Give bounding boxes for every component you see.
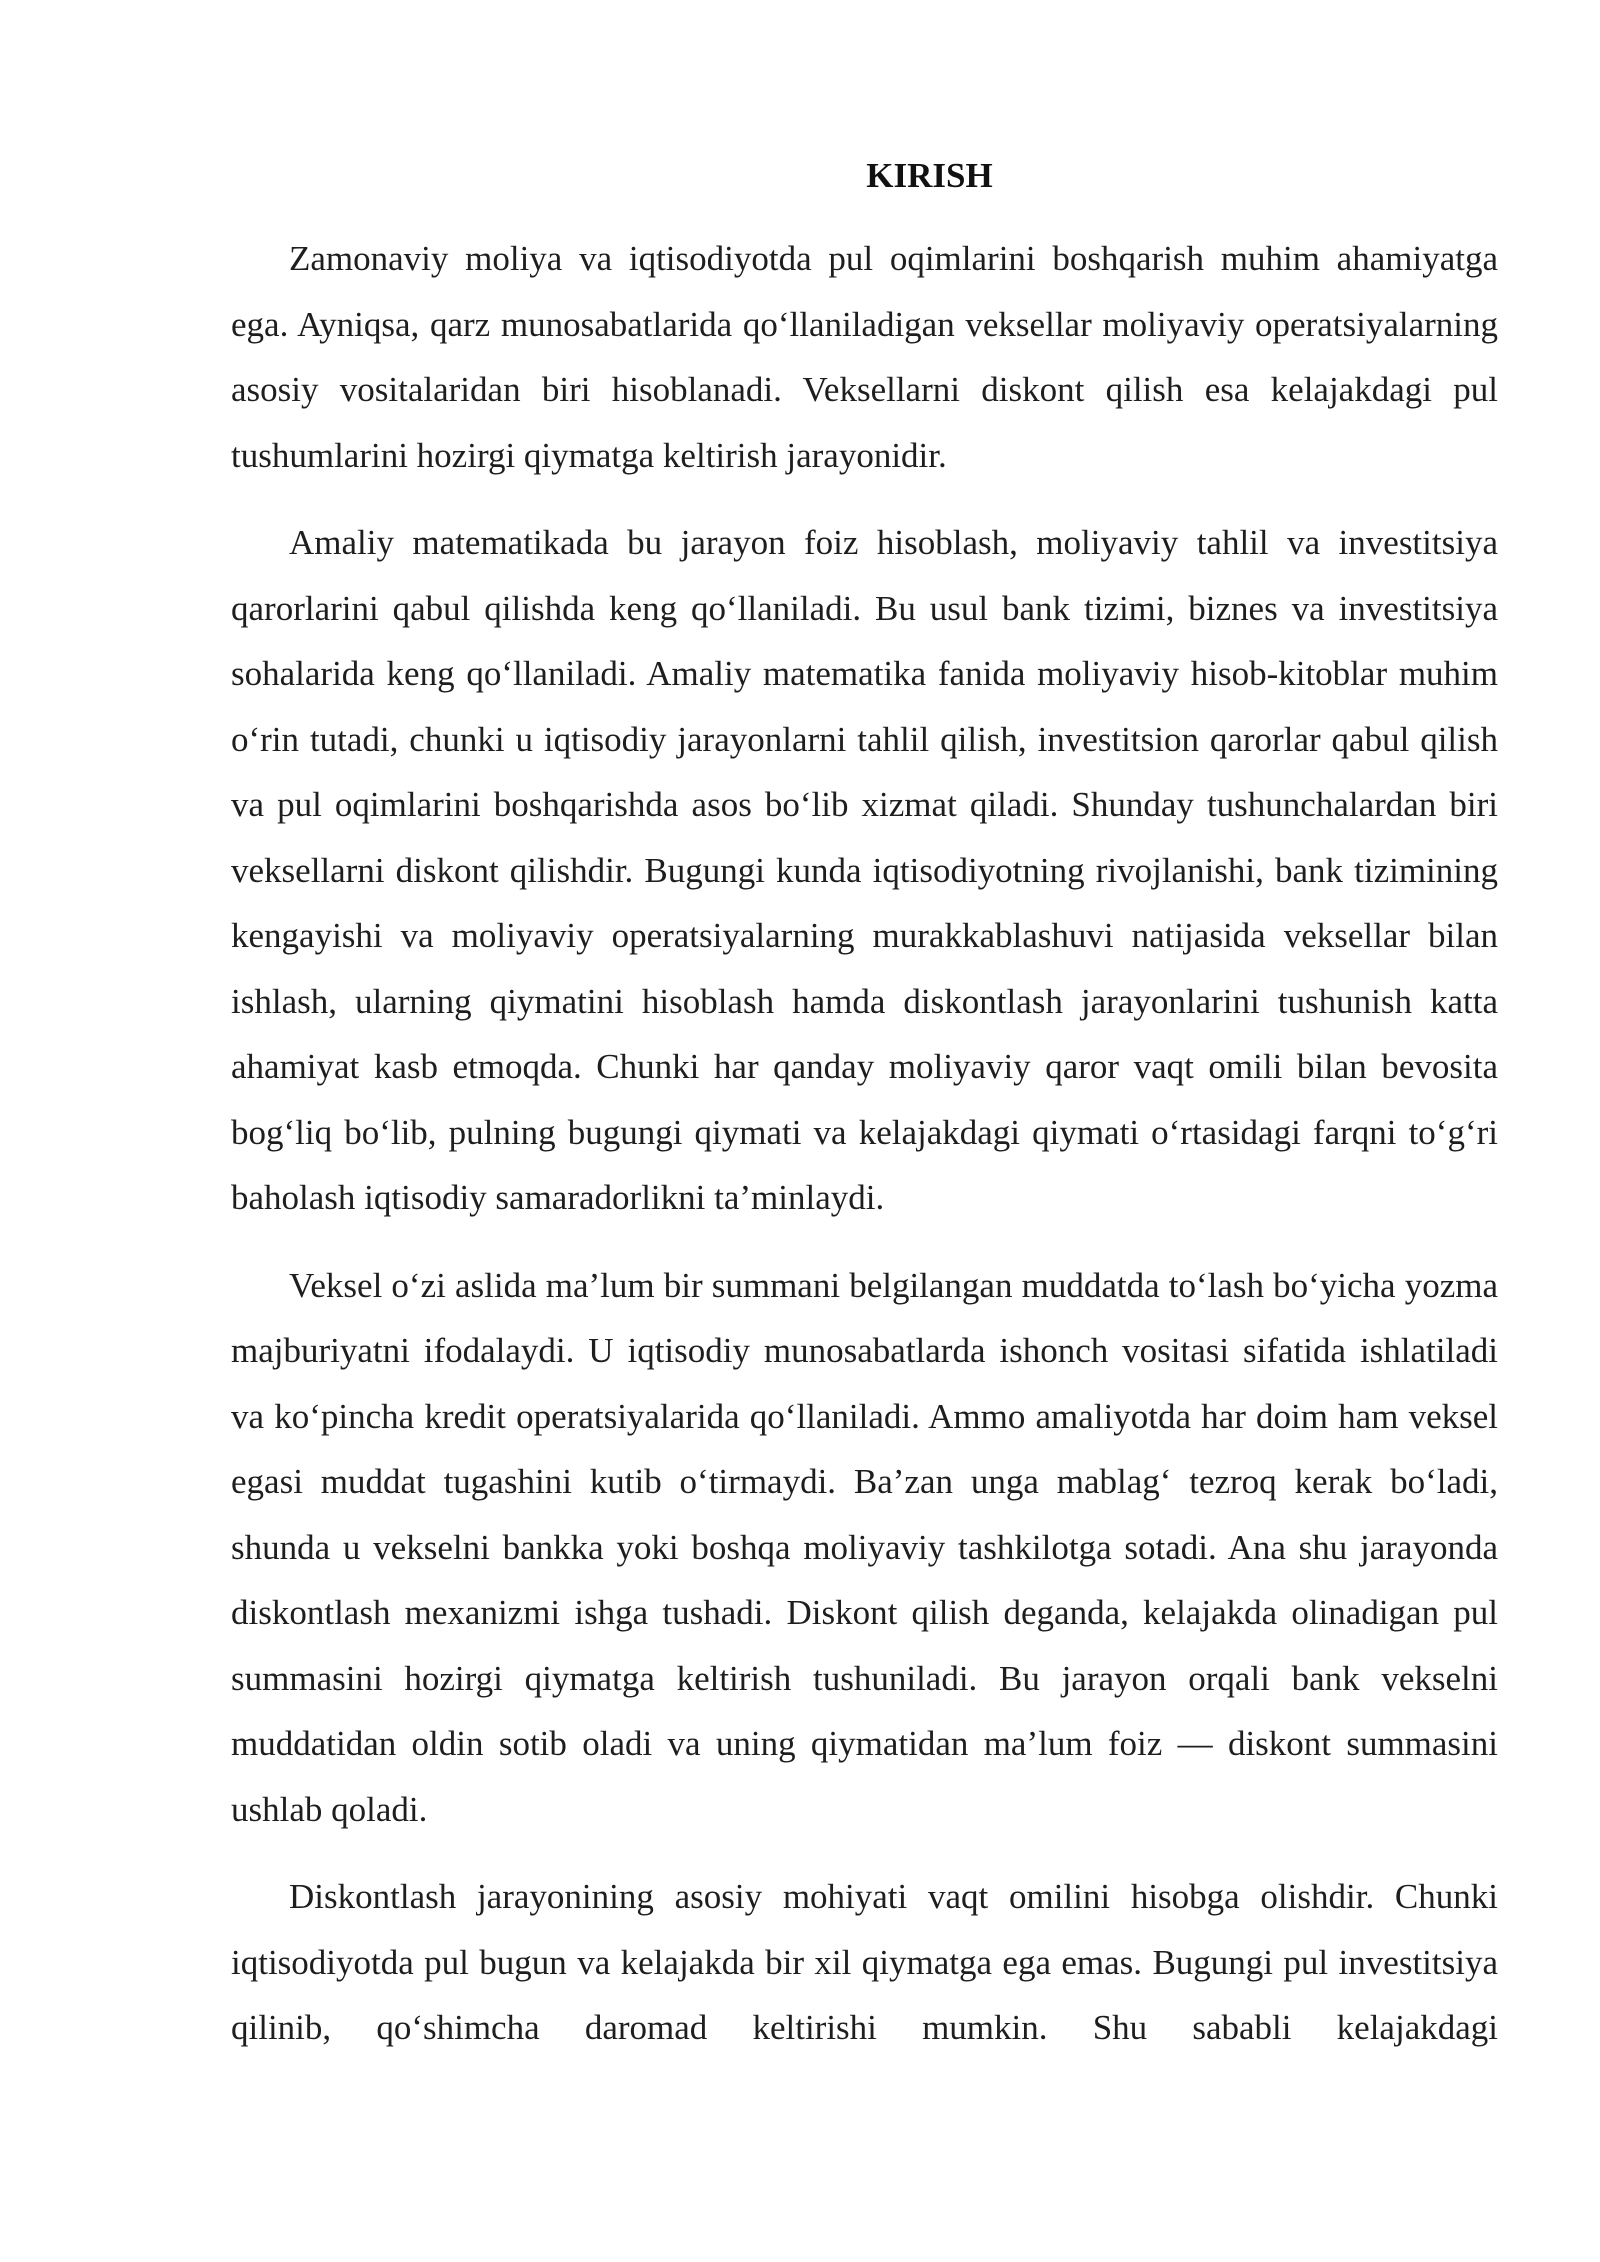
paragraph-3: Veksel o‘zi aslida ma’lum bir summani belgilangan muddatda to‘lash bo‘yicha yozma majburiyatni ifodalaydi. U iqtisodiy munosabatlarda ishonch vositasi sifatida ishlatiladi va ko‘pincha kredit operatsiyalarida qo‘llaniladi. Ammo amaliyotda har doim ham veksel egasi muddat tugashini kutib o‘tirmaydi. Ba’zan unga mablag‘ tezroq kerak bo‘ladi, shunda u vekselni bankka yoki boshqa moliyaviy tashkilotga sotadi. Ana shu jarayonda diskontlash mexanizmi ishga tushadi. Diskont qilish deganda, kelajakda olinadigan pul summasini hozirgi qiymatga keltirish tushuniladi. Bu jarayon orqali bank vekselni muddatidan oldin sotib oladi va uning qiymatidan ma’lum foiz — diskont summasini ushlab qoladi. bbox=[231, 1265, 1498, 1829]
section-heading: KIRISH bbox=[866, 156, 993, 195]
document-body bbox=[231, 150, 1498, 2083]
paragraph-2: Amaliy matematikada bu jarayon foiz hisoblash, moliyaviy tahlil va investitsiya qarorlarini qabul qilishda keng qo‘llaniladi. Bu usul bank tizimi, biznes va investitsiya sohalarida keng qo‘llaniladi. Amaliy matematika fanida moliyaviy hisob-kitoblar muhim o‘rin tutadi, chunki u iqtisodiy jarayonlarni tahlil qilish, investitsion qarorlar qabul qilish va pul oqimlarini boshqarishda asos bo‘lib xizmat qiladi. Shunday tushunchalardan biri veksellarni diskont qilishdir. Bugungi kunda iqtisodiyotning rivojlanishi, bank tizimining kengayishi va moliyaviy operatsiyalarning murakkablashuvi natijasida veksellar bilan ishlash, ularning qiymatini hisoblash hamda diskontlash jarayonlarini tushunish katta ahamiyat kasb etmoqda. Chunki har qanday moliyaviy qaror vaqt omili bilan bevosita bog‘liq bo‘lib, pulning bugungi qiymati va kelajakdagi qiymati o‘rtasidagi farqni to‘g‘ri baholash iqtisodiy samaradorlikni ta’minlaydi. bbox=[231, 523, 1498, 1217]
paragraph-4: Diskontlash jarayonining asosiy mohiyati vaqt omilini hisobga olishdir. Chunki iqtisodiyotda pul bugun va kelajakda bir xil qiymatga ega emas. Bugungi pul investitsiya qilinib, qo‘shimcha daromad keltirishi mumkin. Shu sababli kelajakdagi bbox=[231, 1877, 1498, 2047]
paragraph-1: Zamonaviy moliya va iqtisodiyotda pul oqimlarini boshqarish muhim ahamiyatga ega. Ayniqsa, qarz munosabatlarida qo‘llaniladigan veksellar moliyaviy operatsiyalarning asosiy vositalaridan biri hisoblanadi. Veksellarni diskont qilish esa kelajakdagi pul tushumlarini hozirgi qiymatga keltirish jarayonidir. bbox=[231, 239, 1498, 475]
